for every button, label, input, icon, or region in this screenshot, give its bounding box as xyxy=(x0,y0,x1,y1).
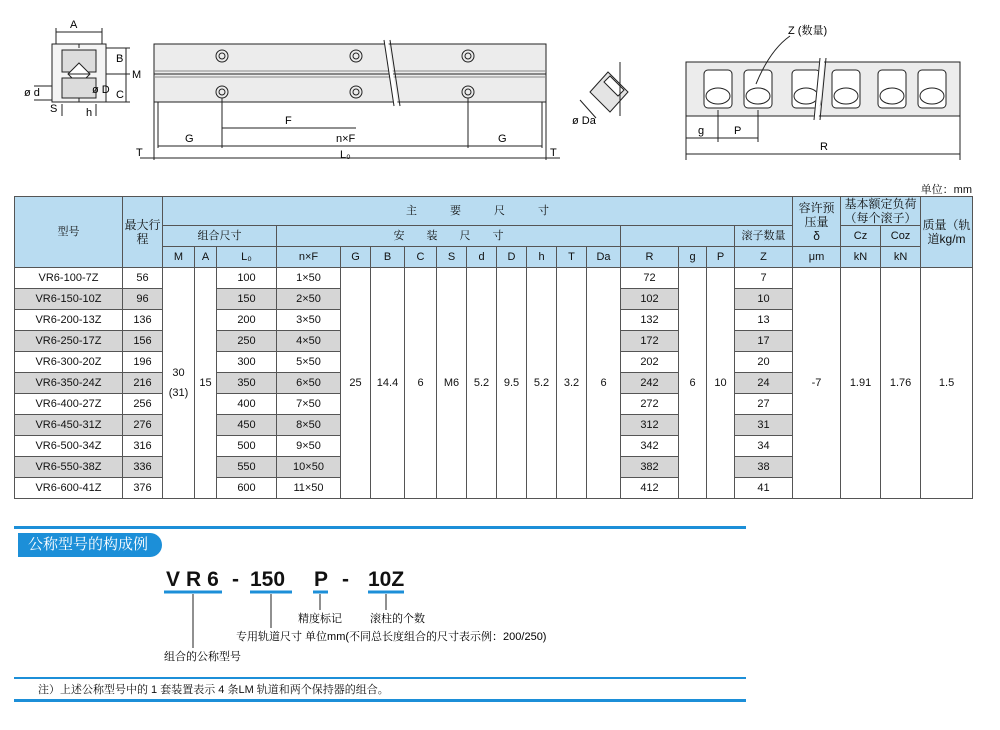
th-h: h xyxy=(527,247,557,268)
label-combo: 组合的公称型号 xyxy=(164,651,241,663)
footnote: 注）上述公称型号中的 1 套装置表示 4 条LM 轨道和两个保持器的组合。 xyxy=(38,684,389,696)
cell-model: VR6-400-27Z xyxy=(15,394,123,415)
cell-C: 6 xyxy=(405,268,437,499)
cell-L0: 400 xyxy=(217,394,277,415)
cell-stroke: 56 xyxy=(123,268,163,289)
dim-B: B xyxy=(116,53,124,65)
cell-stroke: 336 xyxy=(123,457,163,478)
cell-R: 272 xyxy=(621,394,679,415)
cell-R: 242 xyxy=(621,373,679,394)
cell-A: 15 xyxy=(195,268,217,499)
cell-stroke: 96 xyxy=(123,289,163,310)
th-combo: 组合尺寸 xyxy=(163,226,277,247)
th-mass: 质量（轨道kg/m xyxy=(921,197,973,268)
note-divider-bottom xyxy=(14,699,746,702)
model-code-example xyxy=(0,560,760,680)
th-L0: L₀ xyxy=(217,247,277,268)
section-divider xyxy=(14,526,746,529)
cell-L0: 200 xyxy=(217,310,277,331)
cell-Z: 27 xyxy=(735,394,793,415)
dim-C: C xyxy=(116,89,124,101)
cell-L0: 250 xyxy=(217,331,277,352)
th-coz: Coz xyxy=(881,226,921,247)
cell-nF: 3×50 xyxy=(277,310,341,331)
th-cz: Cz xyxy=(841,226,881,247)
cell-L0: 600 xyxy=(217,478,277,499)
cell-L0: 450 xyxy=(217,415,277,436)
th-kn-cz: kN xyxy=(841,247,881,268)
dim-R: R xyxy=(820,141,828,153)
cell-stroke: 256 xyxy=(123,394,163,415)
dim-P: P xyxy=(734,125,742,137)
th-R: R xyxy=(621,247,679,268)
th-cage xyxy=(621,226,735,247)
cell-R: 412 xyxy=(621,478,679,499)
cell-stroke: 216 xyxy=(123,373,163,394)
cell-L0: 300 xyxy=(217,352,277,373)
cell-model: VR6-500-34Z xyxy=(15,436,123,457)
th-Z: Z xyxy=(735,247,793,268)
cell-L0: 550 xyxy=(217,457,277,478)
th-M: M xyxy=(163,247,195,268)
dim-Z: Z (数量) xyxy=(788,25,828,37)
th-roller-count: 滚子数量 xyxy=(735,226,793,247)
spec-table xyxy=(14,196,973,499)
dim-G-right: G xyxy=(498,133,507,145)
cell-R: 72 xyxy=(621,268,679,289)
dim-G-left: G xyxy=(185,133,194,145)
th-stroke: 最大行程 xyxy=(123,197,163,268)
cell-R: 342 xyxy=(621,436,679,457)
dim-A: A xyxy=(70,19,78,31)
cell-model: VR6-150-10Z xyxy=(15,289,123,310)
dim-M: M xyxy=(132,69,142,81)
th-g: g xyxy=(679,247,707,268)
cell-Z: 38 xyxy=(735,457,793,478)
code-P: P xyxy=(314,568,329,591)
cell-R: 172 xyxy=(621,331,679,352)
cell-stroke: 376 xyxy=(123,478,163,499)
cell-Z: 17 xyxy=(735,331,793,352)
dim-Da: ø Da xyxy=(572,115,596,127)
dim-g: g xyxy=(698,125,705,137)
cell-Z: 10 xyxy=(735,289,793,310)
cell-nF: 1×50 xyxy=(277,268,341,289)
note-divider-top xyxy=(14,677,746,679)
cell-d: 5.2 xyxy=(467,268,497,499)
cell-nF: 9×50 xyxy=(277,436,341,457)
technical-drawings xyxy=(0,0,1000,180)
th-nF: n×F xyxy=(277,247,341,268)
cell-model: VR6-200-13Z xyxy=(15,310,123,331)
cell-L0: 100 xyxy=(217,268,277,289)
cell-S: M6 xyxy=(437,268,467,499)
cell-nF: 10×50 xyxy=(277,457,341,478)
cell-Z: 20 xyxy=(735,352,793,373)
cell-R: 312 xyxy=(621,415,679,436)
th-Da: Da xyxy=(587,247,621,268)
th-load: 基本额定负荷（每个滚子） xyxy=(841,197,921,226)
cell-Z: 34 xyxy=(735,436,793,457)
dim-d: ø d xyxy=(24,87,40,99)
th-T: T xyxy=(557,247,587,268)
cell-L0: 150 xyxy=(217,289,277,310)
cell-model: VR6-600-41Z xyxy=(15,478,123,499)
th-kn-coz: kN xyxy=(881,247,921,268)
cell-mass: 1.5 xyxy=(921,268,973,499)
cell-nF: 7×50 xyxy=(277,394,341,415)
th-B: B xyxy=(371,247,405,268)
cell-Z: 31 xyxy=(735,415,793,436)
cell-nF: 6×50 xyxy=(277,373,341,394)
cell-Z: 41 xyxy=(735,478,793,499)
cell-L0: 350 xyxy=(217,373,277,394)
code-150: 150 xyxy=(250,568,286,591)
cell-Cz: 1.91 xyxy=(841,268,881,499)
cell-model: VR6-350-24Z xyxy=(15,373,123,394)
cell-model: VR6-450-31Z xyxy=(15,415,123,436)
cell-stroke: 196 xyxy=(123,352,163,373)
cell-M: 30 (31) xyxy=(163,268,195,499)
cell-Da: 6 xyxy=(587,268,621,499)
cell-B: 14.4 xyxy=(371,268,405,499)
cell-R: 382 xyxy=(621,457,679,478)
code-vr6: VR6 xyxy=(166,568,225,591)
unit-label: 单位：mm xyxy=(920,184,972,196)
cell-model: VR6-250-17Z xyxy=(15,331,123,352)
dim-T-left: T xyxy=(136,147,143,159)
th-install: 安 装 尺 寸 xyxy=(277,226,621,247)
cell-nF: 4×50 xyxy=(277,331,341,352)
cell-model: VR6-100-7Z xyxy=(15,268,123,289)
cell-nF: 8×50 xyxy=(277,415,341,436)
cell-R: 202 xyxy=(621,352,679,373)
th-G: G xyxy=(341,247,371,268)
th-d: d xyxy=(467,247,497,268)
dim-D: ø D xyxy=(92,84,110,96)
cell-g: 6 xyxy=(679,268,707,499)
cell-h: 5.2 xyxy=(527,268,557,499)
label-rollers: 滚柱的个数 xyxy=(370,613,425,625)
dim-F: F xyxy=(285,115,292,127)
cell-model: VR6-300-20Z xyxy=(15,352,123,373)
cell-nF: 2×50 xyxy=(277,289,341,310)
label-rail: 专用轨道尺寸 单位mm(不同总长度组合的尺寸表示例：200/250) xyxy=(236,631,547,643)
cell-delta: -7 xyxy=(793,268,841,499)
roller-detail-drawing xyxy=(580,62,628,118)
cell-D: 9.5 xyxy=(497,268,527,499)
table-row xyxy=(15,268,973,289)
th-model: 型号 xyxy=(15,197,123,268)
cell-model: VR6-550-38Z xyxy=(15,457,123,478)
code-10Z: 10Z xyxy=(368,568,405,591)
cell-P: 10 xyxy=(707,268,735,499)
cross-section-drawing xyxy=(34,28,130,116)
th-S: S xyxy=(437,247,467,268)
code-dash-1: - xyxy=(232,568,239,591)
cell-R: 132 xyxy=(621,310,679,331)
cell-G: 25 xyxy=(341,268,371,499)
th-main-dims: 主 要 尺 寸 xyxy=(163,197,793,226)
cell-Z: 13 xyxy=(735,310,793,331)
th-preload: 容许预压量 δ xyxy=(793,197,841,247)
cell-Z: 24 xyxy=(735,373,793,394)
cell-stroke: 276 xyxy=(123,415,163,436)
cell-stroke: 156 xyxy=(123,331,163,352)
dim-S: S xyxy=(50,103,58,115)
cell-Coz: 1.76 xyxy=(881,268,921,499)
dim-h: h xyxy=(86,107,93,119)
cell-nF: 5×50 xyxy=(277,352,341,373)
section-title: 公称型号的构成例 xyxy=(18,533,162,557)
th-A: A xyxy=(195,247,217,268)
code-dash-2: - xyxy=(342,568,349,591)
cell-T: 3.2 xyxy=(557,268,587,499)
dim-L0: L₀ xyxy=(340,149,351,161)
dim-nF: n×F xyxy=(336,133,356,145)
th-C: C xyxy=(405,247,437,268)
label-precision: 精度标记 xyxy=(298,613,342,625)
cell-nF: 11×50 xyxy=(277,478,341,499)
th-P: P xyxy=(707,247,735,268)
th-preload-unit: μm xyxy=(793,247,841,268)
cell-L0: 500 xyxy=(217,436,277,457)
cell-Z: 7 xyxy=(735,268,793,289)
dim-T-right: T xyxy=(550,147,557,159)
cell-stroke: 136 xyxy=(123,310,163,331)
th-D: D xyxy=(497,247,527,268)
cell-stroke: 316 xyxy=(123,436,163,457)
cell-R: 102 xyxy=(621,289,679,310)
